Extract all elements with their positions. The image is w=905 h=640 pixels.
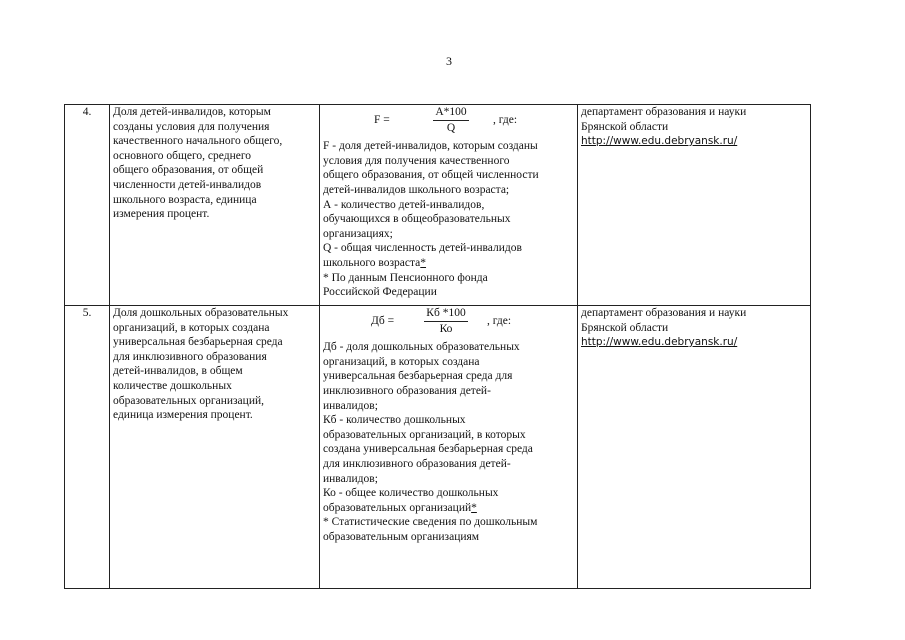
footnote: * По данным Пенсионного фонда Российской Федерации [323, 271, 488, 299]
indicators-table [64, 104, 811, 589]
formula-description [323, 340, 574, 515]
formula-cell [320, 306, 578, 589]
formula [323, 105, 574, 135]
formula-cell [320, 105, 578, 306]
source-link[interactable]: http://www.edu.debryansk.ru/ [581, 135, 738, 148]
row-number: 4. [65, 105, 110, 306]
formula-description-text: F - доля детей-инвалидов, которым созданы условия для получения качественного общего образования, от общей численности детей-инвалидов школьного возраста; А - количество детей-инвалидов, обучающихся в общеобразовательных организациях; Q - общая численность детей-инвалидов школьного возраста [323, 140, 539, 269]
source-cell [578, 105, 811, 306]
row-number: 5. [65, 306, 110, 589]
footnote-marker: * [471, 501, 477, 514]
formula-fraction [420, 306, 472, 336]
formula-variable: F = [374, 114, 390, 126]
footnote-marker: * [420, 256, 427, 269]
page-number: 3 [446, 54, 452, 68]
formula-description [323, 139, 574, 270]
source-cell [578, 306, 811, 589]
source-organization: департамент образования и науки Брянской области [581, 106, 747, 133]
table-row [65, 105, 811, 306]
formula-description-text: Дб - доля дошкольных образовательных организаций, в которых создана универсальная безбарьерная среда для инклюзивного образования детей- инвалидов; Кб - количество дошкольных образовательных организаций, в которых создана универсальная безбарьерная среда для инклюзивного образования детей- инвалидов; Ко - общее количество дошкольных образовательных организаций [323, 341, 533, 514]
formula-denominator: Ко [439, 322, 453, 335]
formula-denominator: Q [446, 121, 456, 134]
formula-numerator: Кб *100 [424, 306, 467, 322]
formula-numerator: А*100 [433, 105, 468, 121]
formula-variable: Дб = [371, 315, 395, 327]
formula-fraction [426, 105, 476, 135]
formula-where: , где: [493, 114, 518, 126]
indicator-name: Доля детей-инвалидов, которым созданы условия для получения качественного начального общего, основного общего, среднего общего образования, от общей численности детей-инвалидов школьного возраста, единица измерения процент. [110, 105, 320, 306]
formula [323, 306, 574, 336]
formula-where: , где: [487, 315, 512, 327]
table-row [65, 306, 811, 589]
source-organization: департамент образования и науки Брянской области [581, 307, 747, 334]
indicator-name: Доля дошкольных образовательных организаций, в которых создана универсальная безбарьерная среда для инклюзивного образования детей-инвалидов, в общем количестве дошкольных образовательных организаций, единица измерения процент. [110, 306, 320, 589]
source-link[interactable]: http://www.edu.debryansk.ru/ [581, 336, 738, 349]
footnote: * Статистические сведения по дошкольным образовательным организациям [323, 516, 538, 543]
